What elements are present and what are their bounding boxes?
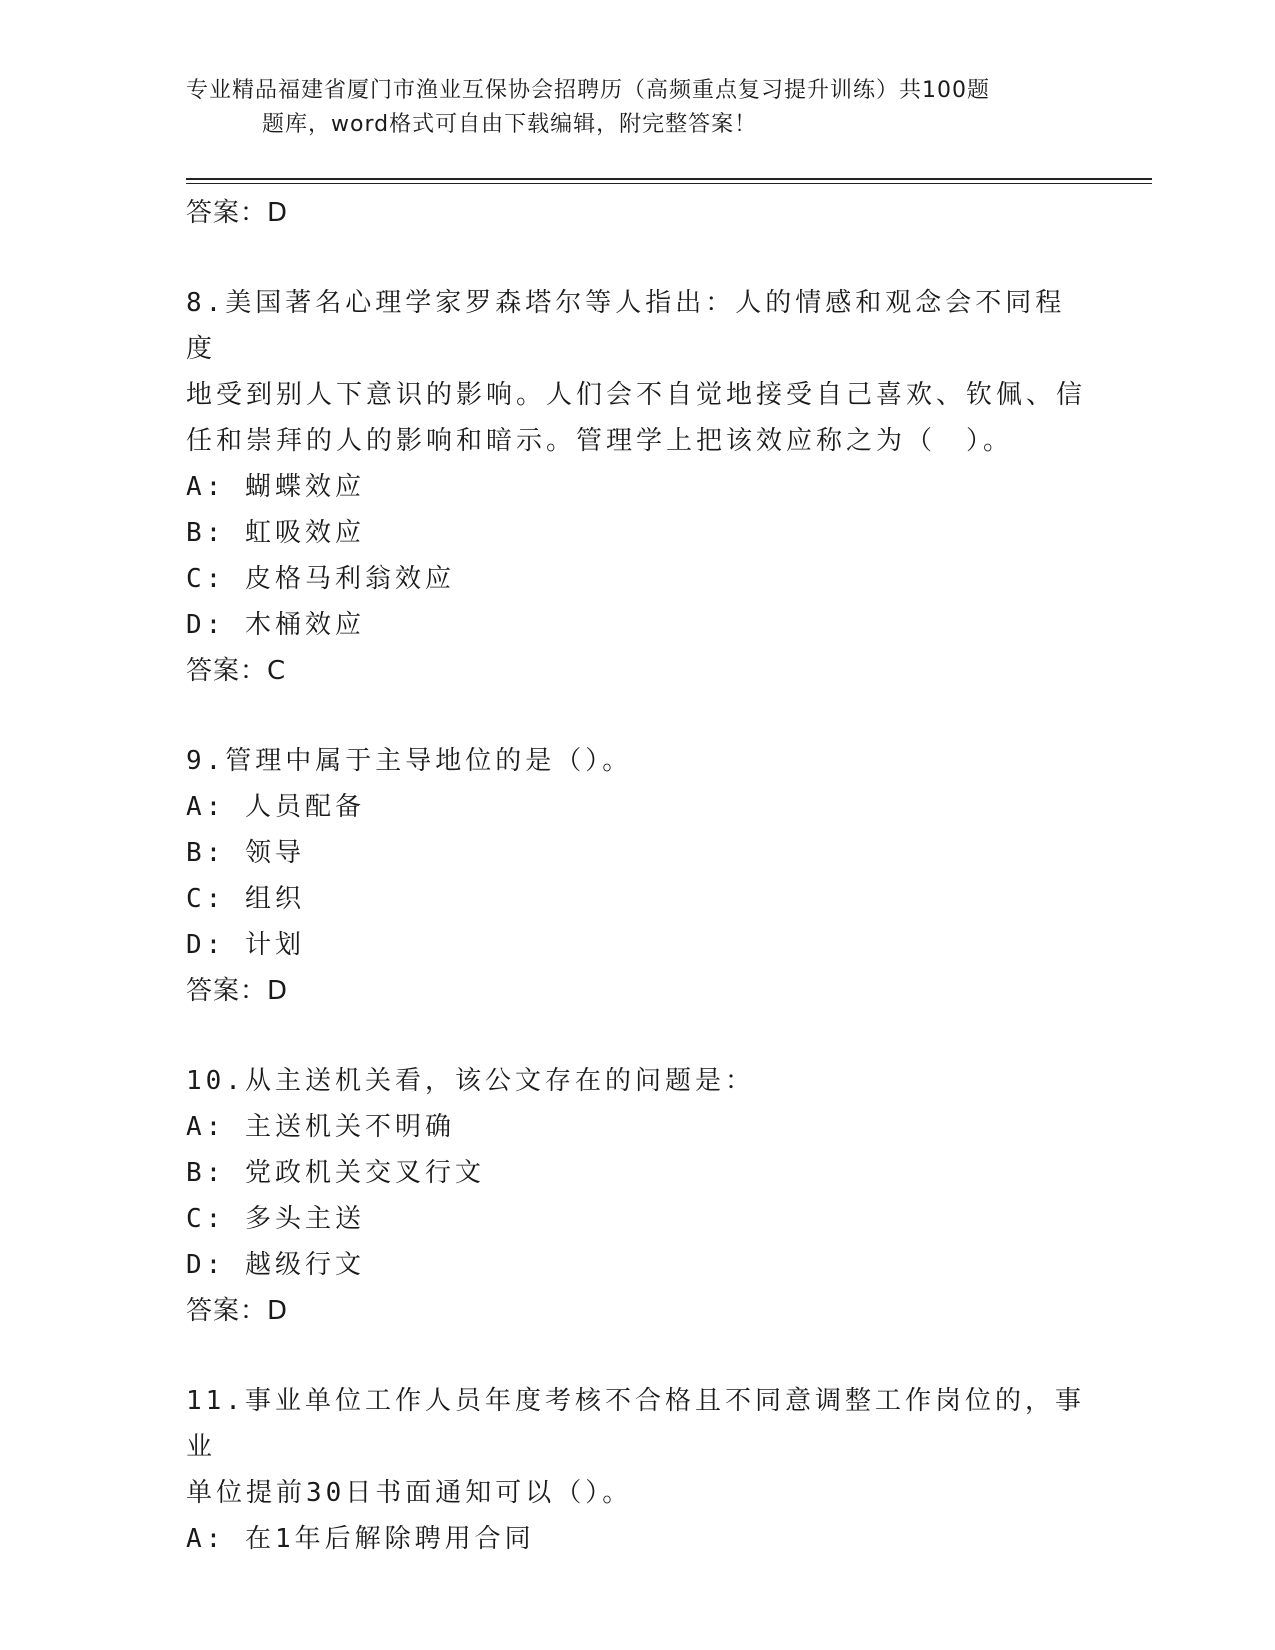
option-b: B: 党政机关交叉行文 [186, 1158, 485, 1188]
question-line: 任和崇拜的人的影响和暗示。管理学上把该效应称之为（ ）。 [186, 426, 1014, 456]
option-a: A: 蝴蝶效应 [186, 472, 365, 502]
question-line: 10.从主送机关看，该公文存在的问题是： [186, 1066, 755, 1096]
question-line: 11.事业单位工作人员年度考核不合格且不同意调整工作岗位的，事业 [186, 1386, 1085, 1462]
option-b: B: 领导 [186, 838, 305, 868]
document-header [186, 74, 1086, 142]
answer-previous: 答案：D [186, 198, 289, 228]
question-line: 单位提前30日书面通知可以（）。 [186, 1478, 633, 1508]
question-text [186, 280, 1086, 464]
header-line-2: 题库，word格式可自由下载编辑，附完整答案！ [262, 112, 758, 137]
option-a: A: 主送机关不明确 [186, 1112, 455, 1142]
question-9 [186, 738, 1086, 1014]
option-d: D: 木桶效应 [186, 610, 365, 640]
answer: 答案：D [186, 976, 289, 1006]
answer: 答案：D [186, 1296, 289, 1326]
question-text [186, 1058, 1086, 1104]
option-c: C: 组织 [186, 884, 305, 914]
question-10 [186, 1058, 1086, 1334]
option-c: C: 多头主送 [186, 1204, 365, 1234]
question-11 [186, 1378, 1086, 1562]
option-d: D: 计划 [186, 930, 305, 960]
question-text [186, 1378, 1086, 1516]
answer: 答案：C [186, 656, 287, 686]
option-a: A: 在1年后解除聘用合同 [186, 1524, 535, 1554]
header-rule-thick [186, 178, 1152, 180]
header-rule-thin [186, 183, 1152, 184]
document-body [186, 190, 1086, 1562]
question-line: 地受到别人下意识的影响。人们会不自觉地接受自己喜欢、钦佩、信 [186, 380, 1087, 410]
question-text [186, 738, 1086, 784]
question-line: 9.管理中属于主导地位的是（）。 [186, 746, 633, 776]
question-8 [186, 280, 1086, 694]
header-line-1: 专业精品福建省厦门市渔业互保协会招聘历（高频重点复习提升训练）共100题 [186, 78, 990, 103]
option-d: D: 越级行文 [186, 1250, 365, 1280]
option-b: B: 虹吸效应 [186, 518, 365, 548]
option-c: C: 皮格马利翁效应 [186, 564, 455, 594]
question-line: 8.美国著名心理学家罗森塔尔等人指出：人的情感和观念会不同程度 [186, 288, 1066, 364]
option-a: A: 人员配备 [186, 792, 365, 822]
